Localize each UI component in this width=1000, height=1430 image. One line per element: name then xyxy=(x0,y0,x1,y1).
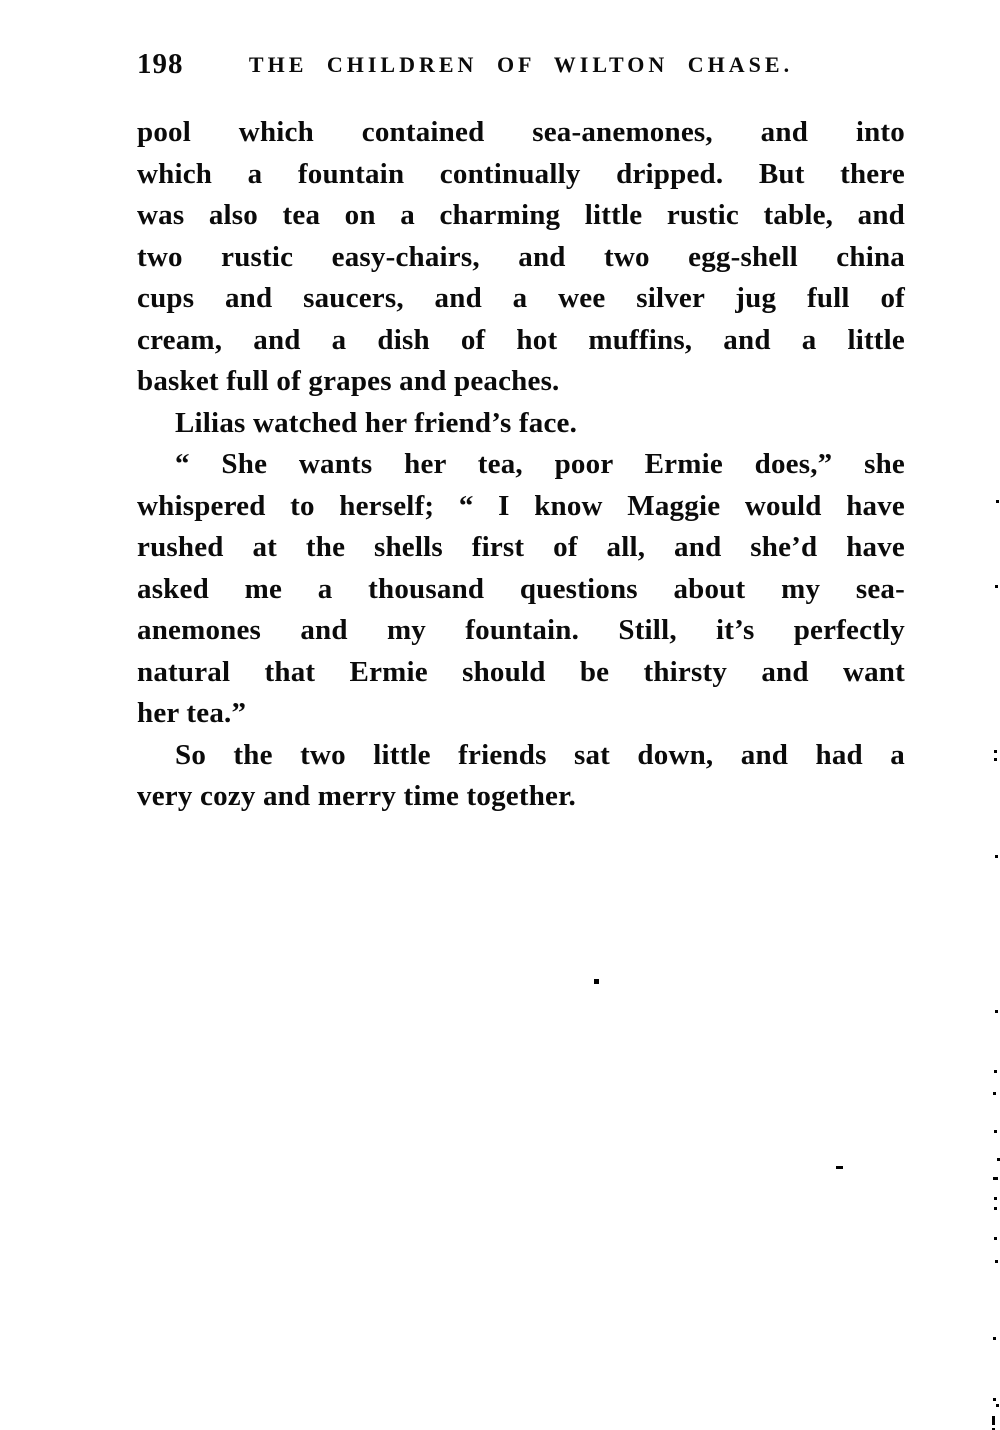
scan-speck xyxy=(994,1197,997,1200)
scan-speck xyxy=(594,979,599,984)
text-line: asked me a thousand questions about my sea- xyxy=(137,572,905,605)
paragraph xyxy=(137,444,905,735)
text-line: was also tea on a charming little rustic table, and xyxy=(137,199,905,231)
text-line: very cozy and merry time together. xyxy=(137,780,576,812)
scan-speck xyxy=(994,1207,997,1210)
text-line: her tea.” xyxy=(137,697,247,729)
text-line: anemones and my fountain. Still, it’s perfectly xyxy=(137,614,905,646)
scan-speck xyxy=(994,1070,997,1073)
text-line: So the two little friends sat down, and had a xyxy=(175,738,905,771)
paragraph xyxy=(137,403,905,445)
text-line: which a fountain continually dripped. But there xyxy=(137,157,905,190)
text-line: pool which contained sea-anemones, and into xyxy=(137,116,905,148)
scan-speck xyxy=(995,1260,998,1263)
body-text xyxy=(137,112,905,818)
page-number: 198 xyxy=(137,48,184,80)
scan-speck xyxy=(995,855,998,858)
text-line: “ She wants her tea, poor Ermie does,” she xyxy=(175,448,905,480)
scan-speck xyxy=(994,1237,997,1240)
scan-speck xyxy=(836,1166,843,1169)
scan-speck xyxy=(993,1337,996,1340)
scan-speck xyxy=(994,750,997,753)
text-line: two rustic easy-chairs, and two egg-shell china xyxy=(137,240,905,273)
scan-speck xyxy=(992,1416,995,1425)
text-line: Lilias watched her friend’s face. xyxy=(175,406,578,439)
text-line: rushed at the shells first of all, and she’d have xyxy=(137,531,905,563)
page-header xyxy=(137,48,905,88)
scan-speck xyxy=(995,1010,998,1013)
scan-speck xyxy=(993,1092,996,1095)
scan-speck xyxy=(994,758,997,761)
scan-speck xyxy=(993,1177,998,1180)
text-line: whispered to herself; “ I know Maggie would have xyxy=(137,489,905,522)
paragraph xyxy=(137,735,905,818)
scan-speck xyxy=(994,1130,997,1133)
paragraph xyxy=(137,112,905,403)
scan-speck xyxy=(993,1398,996,1401)
text-line: cups and saucers, and a wee silver jug full of xyxy=(137,282,905,314)
scan-speck xyxy=(995,585,998,588)
text-line: natural that Ermie should be thirsty and want xyxy=(137,655,905,688)
running-header: THE CHILDREN OF WILTON CHASE. xyxy=(248,52,794,77)
text-line: cream, and a dish of hot muffins, and a little xyxy=(137,323,905,356)
scan-speck xyxy=(996,1404,999,1407)
text-line: basket full of grapes and peaches. xyxy=(137,365,560,397)
scan-speck xyxy=(996,500,999,503)
